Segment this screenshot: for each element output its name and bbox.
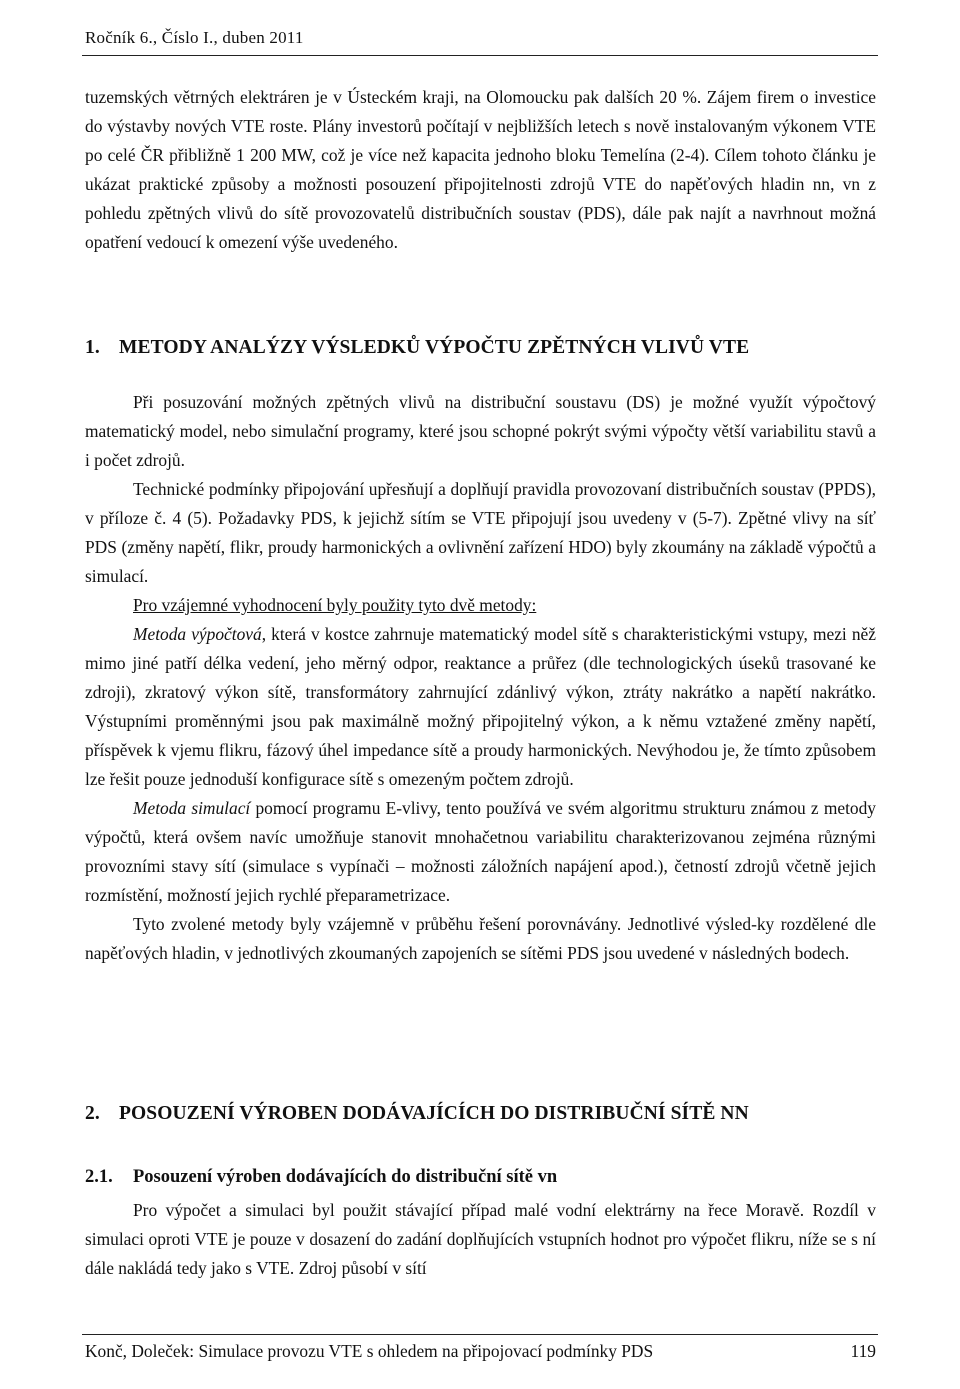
section-1-title: METODY ANALÝZY VÝSLEDKŮ VÝPOČTU ZPĚTNÝCH VLIVŮ VTE bbox=[119, 337, 750, 358]
section-1-body bbox=[85, 388, 876, 968]
method-simulation-term: Metoda simulací bbox=[133, 798, 251, 818]
section-1-paragraph-3 bbox=[85, 591, 876, 620]
intro-paragraph-block bbox=[85, 83, 876, 257]
section-2-number: 2. bbox=[85, 1103, 100, 1124]
section-1-paragraph-6: Tyto zvolené metody byly vzájemně v průběhu řešení porovnávány. Jednotlivé výsled-ky rozdělené dle napěťových hladin, v jednotlivých zkoumaných zapojeních se sítěmi PDS jsou uvedené v následných bodech. bbox=[85, 914, 876, 963]
section-2-1-heading bbox=[85, 1167, 557, 1188]
section-1-paragraph-1: Při posuzování možných zpětných vlivů na distribuční soustavu (DS) je možné využít výpočtový matematický model, nebo simulační programy, které jsou schopné pokrýt svými výpočty větší variabilitu stavů a i počet zdrojů. bbox=[85, 392, 876, 470]
running-header: Ročník 6., Číslo I., duben 2011 bbox=[85, 28, 304, 47]
section-2-1-title: Posouzení výroben dodávajících do distribuční sítě vn bbox=[133, 1167, 558, 1187]
section-1-heading bbox=[85, 337, 749, 359]
section-2-1-number: 2.1. bbox=[85, 1167, 113, 1187]
section-2-1-paragraph-1: Pro výpočet a simulaci byl použit stávající případ malé vodní elektrárny na řece Moravě. Rozdíl v simulaci oproti VTE je pouze v dosazení do zadání doplňujících vstupních hodnot pro výpočet flikru, níže se s ní dále nakládá tedy jako s VTE. Zdroj působí v sítí bbox=[85, 1200, 876, 1278]
method-calculation-description: , která v kostce zahrnuje matematický model sítě s charakteristickými vstupy, mezi něž mimo jiné patří délka vedení, jeho měrný odpor, reaktance a průřez (dle technologických úseků trasované ke zdroji), zkratový výkon sítě, transformátory zahrnující zdánlivý výkon, ztráty nakrátko a napětí nakrátko. Výstupními proměnnými jsou pak maximálně možný připojitelný výkon, a k němu vztažené změny napětí, příspěvek k vjemu flikru, fázový úhel impedance sítě a proudy harmonických. Nevýhodou je, že tímto způsobem lze řešit pouze jednoduší konfigurace sítě s omezeným počtem zdrojů. bbox=[85, 624, 876, 789]
footer-rule bbox=[82, 1334, 878, 1335]
intro-paragraph: tuzemských větrných elektráren je v Ústeckém kraji, na Olomoucku pak dalších 20 %. Zájem firem o investice do výstavby nových VTE roste. Plány investorů počítají v nejbližších letech s nově instalovaným výkonem VTE po celé ČR přibližně 1 200 MW, což je více než kapacita jednoho bloku Temelína (2-4). Cílem tohoto článku je ukázat praktické způsoby a možnosti posouzení připojitelnosti zdrojů VTE do napěťových hladin nn, vn z pohledu zpětných vlivů do sítě provozovatelů distribučních soustav (PDS), dále pak najít a navrhnout možná opatření vedoucí k omezení výše uvedeného. bbox=[85, 87, 876, 252]
footer-citation: Konč, Doleček: Simulace provozu VTE s ohledem na připojovací podmínky PDS bbox=[85, 1341, 654, 1361]
section-2-title: POSOUZENÍ VÝROBEN DODÁVAJÍCÍCH DO DISTRIBUČNÍ SÍTĚ NN bbox=[119, 1103, 749, 1124]
section-2-1-body bbox=[85, 1196, 876, 1283]
section-1-paragraph-4 bbox=[85, 620, 876, 794]
section-1-paragraph-5 bbox=[85, 794, 876, 910]
section-2-heading bbox=[85, 1103, 749, 1125]
header-rule bbox=[82, 55, 878, 56]
section-1-number: 1. bbox=[85, 337, 100, 358]
methods-intro-text: Pro vzájemné vyhodnocení byly použity tyto dvě metody: bbox=[133, 595, 537, 615]
page-number: 119 bbox=[850, 1341, 876, 1361]
method-simulation-description: pomocí programu E-vlivy, tento používá ve svém algoritmu strukturu známou z metody výpočtů, která ovšem navíc umožňuje stanovit mnohačetnou variabilitu charakterizovanou zejména různými provozními stavy sítí (simulace s vypínači – možnosti záložních napájení apod.), četností zdrojů včetně jejich rozmístění, možností jejich rychlé přeparametrizace. bbox=[85, 798, 876, 905]
section-1-paragraph-2: Technické podmínky připojování upřesňují a doplňují pravidla provozovaní distribučních soustav (PPDS), v příloze č. 4 (5). Požadavky PDS, k jejichž sítím se VTE připojují jsou uvedeny v (5-7). Zpětné vlivy na síť PDS (změny napětí, flikr, proudy harmonických a ovlivnění zařízení HDO) byly zkoumány na základě výpočtů a simulací. bbox=[85, 479, 876, 586]
method-calculation-term: Metoda výpočtová bbox=[133, 624, 262, 644]
